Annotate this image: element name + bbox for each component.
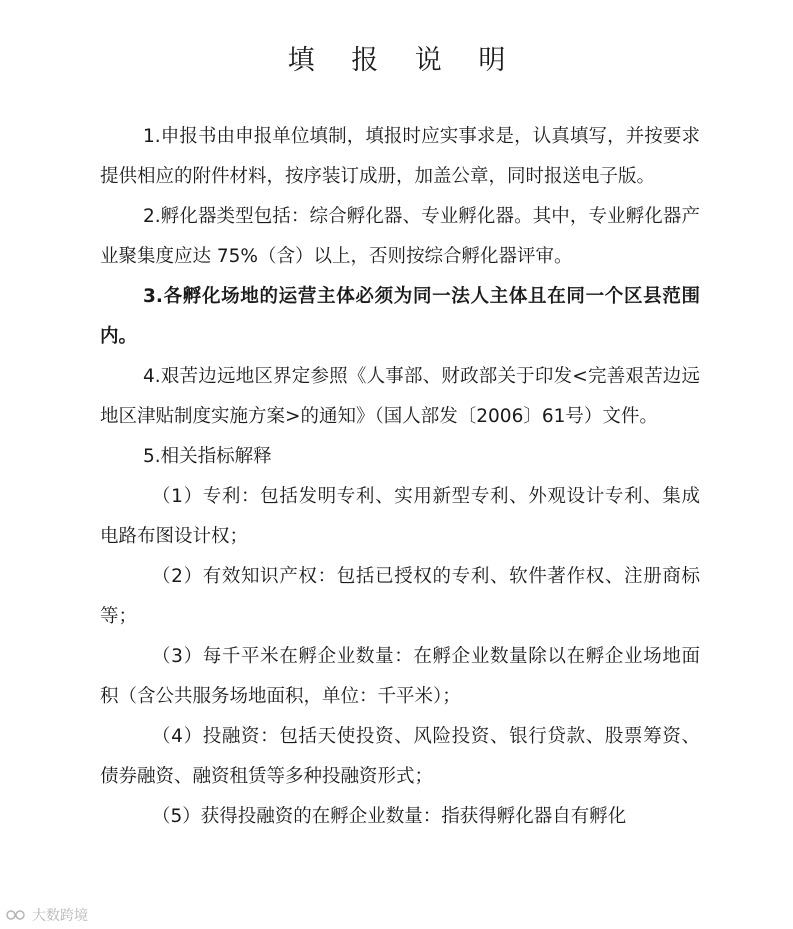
paragraph-5: 5.相关指标解释 [143, 446, 272, 467]
indicator-item-5: （5）获得投融资的在孵企业数量：指获得孵化器自有孵化 [152, 806, 627, 827]
indicator-item-4: （4）投融资：包括天使投资、风险投资、银行贷款、股票筹资、债券融资、融资租赁等多种投融资形式； [100, 726, 700, 787]
watermark-logo-icon [6, 908, 28, 922]
document-title: 填 报 说 明 [287, 45, 520, 76]
paragraph-2: 2.孵化器类型包括：综合孵化器、专业孵化器。其中，专业孵化器产业聚集度应达 75%（含）以上，否则按综合孵化器评审。 [100, 206, 700, 267]
document-body [100, 117, 700, 837]
indicator-item-3: （3）每千平米在孵企业数量：在孵企业数量除以在孵企业场地面积（含公共服务场地面积，单位：千平米）； [100, 646, 700, 707]
indicator-item-2: （2）有效知识产权：包括已授权的专利、软件著作权、注册商标等； [100, 566, 700, 627]
indicator-item-1: （1）专利：包括发明专利、实用新型专利、外观设计专利、集成电路布图设计权； [100, 486, 700, 547]
paragraph-4: 4.艰苦边远地区界定参照《人事部、财政部关于印发<完善艰苦边远地区津贴制度实施方案>的通知》（国人部发〔2006〕61号）文件。 [100, 366, 700, 427]
watermark-text: 大数跨境 [32, 908, 88, 924]
paragraph-3: 3.各孵化场地的运营主体必须为同一法人主体且在同一个区县范围内。 [100, 286, 700, 347]
watermark [6, 905, 88, 925]
paragraph-1: 1.申报书由申报单位填制，填报时应实事求是，认真填写，并按要求提供相应的附件材料，按序装订成册，加盖公章，同时报送电子版。 [100, 126, 700, 187]
